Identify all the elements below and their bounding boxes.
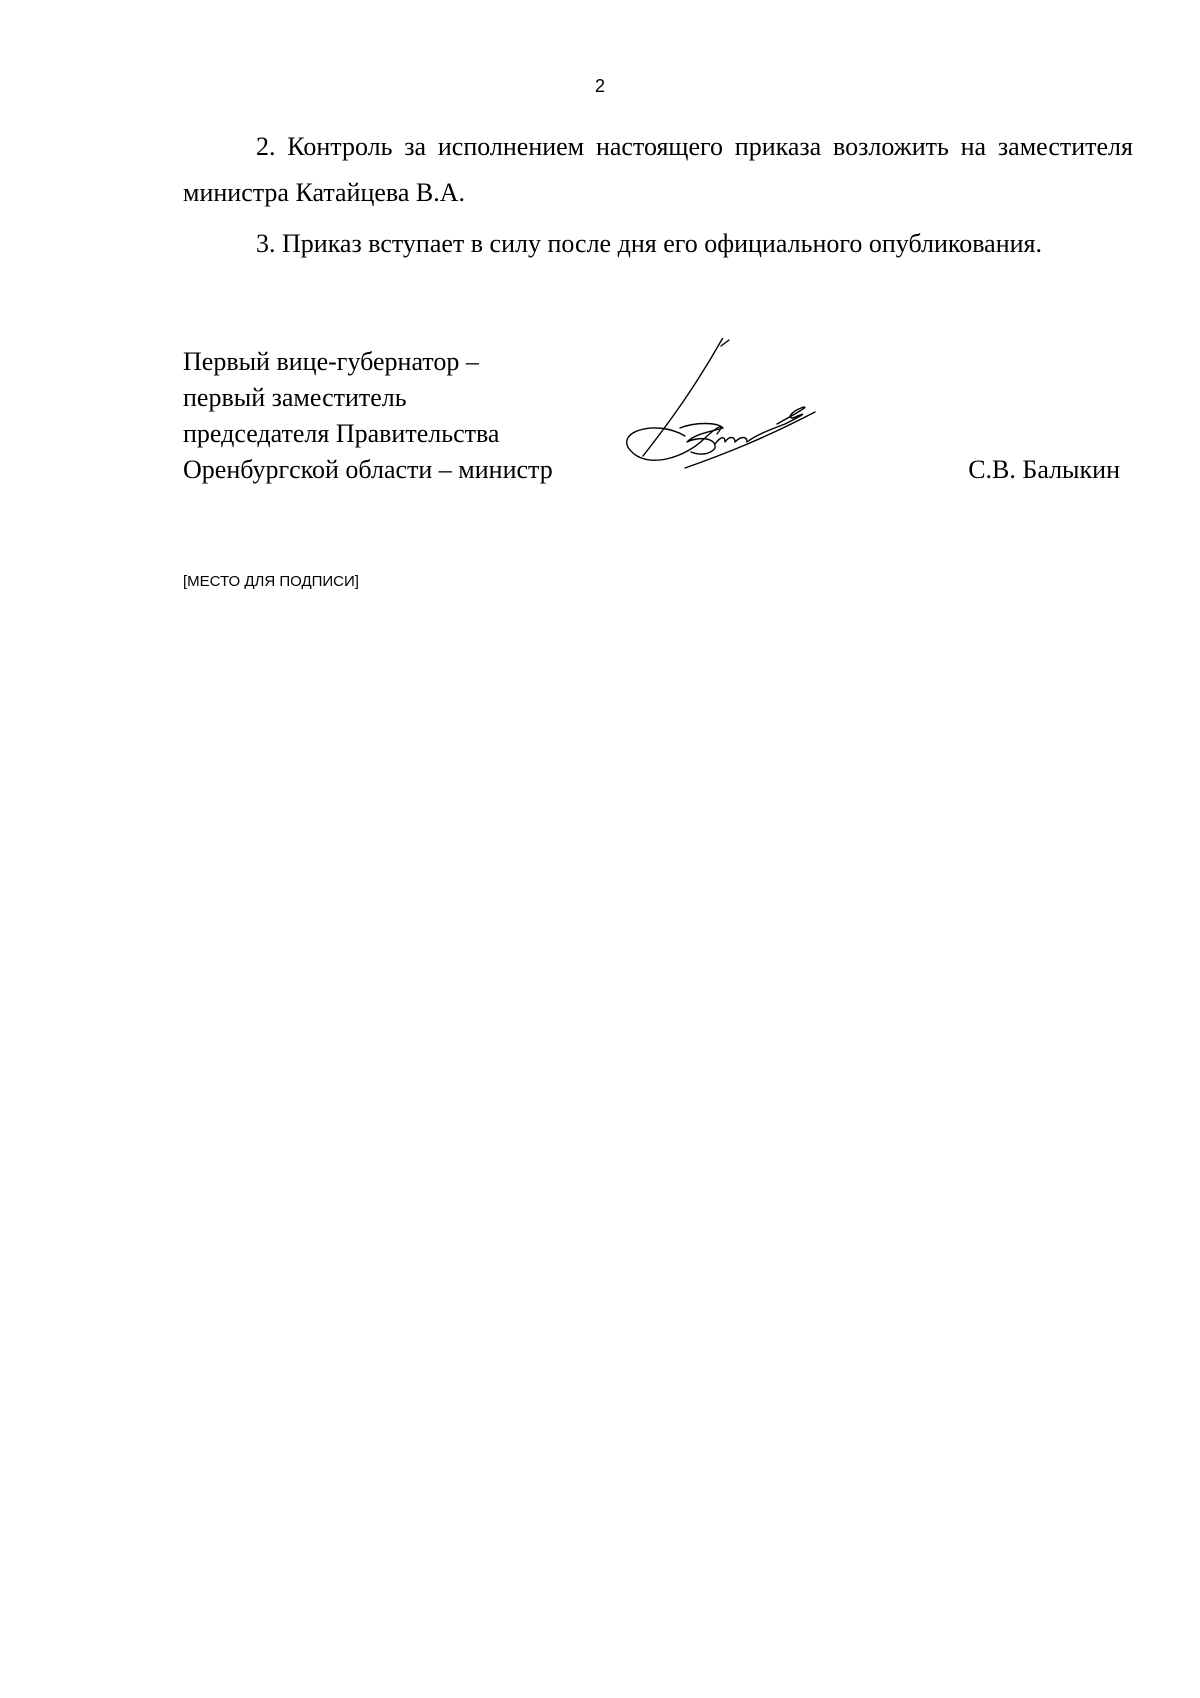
signatory-line-1: Первый вице-губернатор – — [183, 347, 479, 376]
signatory-line-3: председателя Правительства — [183, 419, 500, 448]
signatory-line-2: первый заместитель — [183, 383, 407, 412]
handwritten-signature-icon — [625, 338, 865, 508]
signature-placeholder: [МЕСТО ДЛЯ ПОДПИСИ] — [183, 573, 359, 590]
signer-name: С.В. Балыкин — [968, 455, 1120, 484]
signatory-line-4: Оренбургской области – министр — [183, 455, 553, 484]
paragraph-2: 2. Контроль за исполнением настоящего приказа возложить на заместителя министра Катайцева В.А. — [183, 132, 1133, 207]
signatory-position — [183, 344, 553, 488]
paragraph-3: 3. Приказ вступает в силу после дня его официального опубликования. — [256, 229, 1042, 258]
page-number: 2 — [594, 76, 605, 96]
